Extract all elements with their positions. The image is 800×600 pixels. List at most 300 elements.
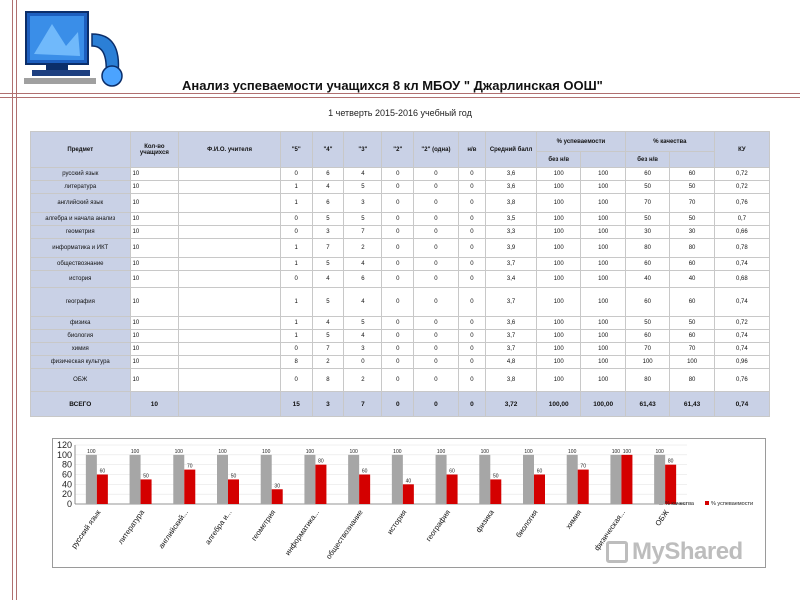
cell-s2: 100 [581, 168, 625, 181]
cell-g5: 1 [280, 330, 312, 343]
total-avg: 3,72 [486, 392, 537, 417]
x-tick-label: литература [116, 507, 147, 546]
bar-success [184, 470, 195, 504]
cell-avg: 3,7 [486, 343, 537, 356]
cell-g2: 0 [382, 226, 414, 239]
cell-subject: география [31, 288, 131, 317]
cell-subject: английский язык [31, 194, 131, 213]
header-teacher: Ф.И.О. учителя [179, 132, 281, 168]
header-quality-blank [670, 152, 714, 168]
cell-ku: 0,96 [714, 356, 769, 369]
cell-g5: 1 [280, 288, 312, 317]
data-label: 60 [449, 468, 455, 475]
cell-s2: 100 [581, 330, 625, 343]
cell-teacher [179, 181, 281, 194]
total-g2once: 0 [414, 392, 458, 417]
cell-g4: 4 [312, 181, 344, 194]
x-tick-label: геометрия [249, 507, 278, 543]
cell-count: 10 [130, 288, 179, 317]
data-label: 100 [393, 448, 402, 455]
y-tick-label: 60 [61, 469, 72, 480]
header-success: % успеваемости [536, 132, 625, 152]
cell-ku: 0,72 [714, 168, 769, 181]
cell-q2: 60 [670, 258, 714, 271]
x-tick-label: биология [513, 507, 540, 540]
cell-s1: 100 [536, 194, 580, 213]
cell-g5: 1 [280, 181, 312, 194]
cell-g4: 5 [312, 330, 344, 343]
x-tick-label: русский язык [69, 507, 103, 551]
cell-g5: 0 [280, 369, 312, 392]
cell-count: 10 [130, 213, 179, 226]
legend-swatch [705, 501, 709, 505]
bar-quality [523, 455, 534, 504]
cell-g3: 3 [344, 194, 382, 213]
cell-subject: обществознание [31, 258, 131, 271]
cell-teacher [179, 226, 281, 239]
header-nv: н/в [458, 132, 486, 168]
cell-g2once: 0 [414, 226, 458, 239]
cell-q1: 70 [625, 194, 669, 213]
cell-avg: 3,7 [486, 288, 537, 317]
page-title: Анализ успеваемости учащихся 8 кл МБОУ " Джарлинская ООШ" [182, 78, 603, 93]
y-tick-label: 0 [66, 499, 72, 509]
data-label: 100 [174, 448, 183, 455]
cell-g2: 0 [382, 288, 414, 317]
y-tick-label: 80 [61, 459, 72, 470]
cell-g3: 4 [344, 168, 382, 181]
cell-q1: 60 [625, 330, 669, 343]
cell-g5: 0 [280, 168, 312, 181]
cell-s2: 100 [581, 343, 625, 356]
data-label: 100 [655, 448, 664, 455]
total-g2: 0 [382, 392, 414, 417]
cell-nv: 0 [458, 181, 486, 194]
table-row [31, 288, 770, 317]
cell-q2: 100 [670, 356, 714, 369]
header-grade-5: "5" [280, 132, 312, 168]
cell-count: 10 [130, 181, 179, 194]
cell-s2: 100 [581, 369, 625, 392]
data-label: 30 [274, 483, 280, 490]
data-label: 100 [218, 448, 227, 455]
cell-q1: 30 [625, 226, 669, 239]
cell-nv: 0 [458, 213, 486, 226]
header-success-without-nv: без н/в [536, 152, 580, 168]
frame-line-left-2 [16, 0, 17, 600]
cell-g2: 0 [382, 317, 414, 330]
cell-q1: 40 [625, 271, 669, 288]
cell-avg: 3,3 [486, 226, 537, 239]
cell-q1: 60 [625, 258, 669, 271]
cell-count: 10 [130, 226, 179, 239]
y-tick-label: 40 [61, 479, 72, 490]
cell-s2: 100 [581, 288, 625, 317]
bar-quality [654, 455, 665, 504]
bar-quality [348, 455, 359, 504]
cell-g2: 0 [382, 343, 414, 356]
cell-avg: 3,7 [486, 330, 537, 343]
bar-success [272, 489, 283, 504]
bar-success [534, 475, 545, 505]
cell-nv: 0 [458, 317, 486, 330]
cell-s2: 100 [581, 239, 625, 258]
cell-q2: 60 [670, 330, 714, 343]
x-tick-label: обществознание [324, 507, 365, 561]
cell-avg: 3,7 [486, 258, 537, 271]
table-row [31, 181, 770, 194]
cell-avg: 3,8 [486, 194, 537, 213]
cell-teacher [179, 356, 281, 369]
total-teacher [179, 392, 281, 417]
bar-quality [130, 455, 141, 504]
cell-q1: 50 [625, 317, 669, 330]
cell-count: 10 [130, 258, 179, 271]
bar-success [97, 475, 108, 505]
data-label: 40 [405, 478, 412, 485]
header-count: Кол-во учащихся [130, 132, 179, 168]
cell-s2: 100 [581, 356, 625, 369]
cell-g2once: 0 [414, 369, 458, 392]
cell-q2: 60 [670, 168, 714, 181]
table-row [31, 168, 770, 181]
cell-nv: 0 [458, 239, 486, 258]
cell-teacher [179, 213, 281, 226]
cell-g2: 0 [382, 271, 414, 288]
total-g4: 3 [312, 392, 344, 417]
cell-nv: 0 [458, 343, 486, 356]
cell-count: 10 [130, 356, 179, 369]
cell-avg: 3,9 [486, 239, 537, 258]
cell-s2: 100 [581, 194, 625, 213]
data-label: 100 [349, 448, 358, 455]
x-tick-label: география [423, 507, 453, 543]
cell-g4: 8 [312, 369, 344, 392]
x-tick-label: физическая... [592, 507, 628, 553]
cell-nv: 0 [458, 226, 486, 239]
legend-label: % качества [665, 501, 694, 507]
header-success-blank [581, 152, 625, 168]
data-label: 100 [262, 448, 271, 455]
x-tick-label: физика [473, 507, 496, 535]
x-tick-label: английский... [156, 507, 190, 551]
cell-g2: 0 [382, 239, 414, 258]
cell-g3: 5 [344, 317, 382, 330]
cell-g2once: 0 [414, 356, 458, 369]
cell-ku: 0,68 [714, 271, 769, 288]
data-label: 100 [568, 448, 577, 455]
data-label: 70 [187, 463, 193, 470]
table-row [31, 317, 770, 330]
cell-g4: 5 [312, 288, 344, 317]
data-label: 80 [667, 458, 674, 465]
cell-ku: 0,78 [714, 239, 769, 258]
cell-g2once: 0 [414, 317, 458, 330]
total-g3: 7 [344, 392, 382, 417]
cell-q2: 30 [670, 226, 714, 239]
cell-nv: 0 [458, 258, 486, 271]
data-label: 50 [230, 473, 237, 480]
cell-g2once: 0 [414, 343, 458, 356]
cell-g2once: 0 [414, 213, 458, 226]
cell-s1: 100 [536, 369, 580, 392]
bar-quality [610, 455, 621, 504]
data-label: 100 [524, 448, 533, 455]
bar-quality [173, 455, 184, 504]
cell-s1: 100 [536, 343, 580, 356]
cell-nv: 0 [458, 356, 486, 369]
cell-g2: 0 [382, 356, 414, 369]
cell-ku: 0,76 [714, 369, 769, 392]
cell-nv: 0 [458, 369, 486, 392]
cell-teacher [179, 168, 281, 181]
bar-success [315, 465, 326, 504]
cell-avg: 3,8 [486, 369, 537, 392]
grades-table [30, 131, 770, 417]
cell-s1: 100 [536, 239, 580, 258]
cell-g4: 5 [312, 213, 344, 226]
total-subject: ВСЕГО [31, 392, 131, 417]
data-label: 60 [361, 468, 368, 475]
cell-subject: ОБЖ [31, 369, 131, 392]
cell-g2once: 0 [414, 168, 458, 181]
cell-nv: 0 [458, 330, 486, 343]
cell-g5: 0 [280, 343, 312, 356]
data-label: 60 [536, 468, 543, 475]
bar-quality [479, 455, 490, 504]
y-tick-label: 20 [61, 489, 72, 500]
data-label: 80 [318, 458, 324, 465]
cell-s1: 100 [536, 330, 580, 343]
cell-subject: литература [31, 181, 131, 194]
cell-g3: 7 [344, 226, 382, 239]
frame-line-top [0, 93, 800, 94]
cell-g4: 2 [312, 356, 344, 369]
cell-subject: история [31, 271, 131, 288]
cell-ku: 0,74 [714, 288, 769, 317]
watermark: MyShared [632, 538, 743, 565]
cell-q2: 70 [670, 343, 714, 356]
cell-nv: 0 [458, 271, 486, 288]
bar-quality [217, 455, 228, 504]
cell-g4: 7 [312, 239, 344, 258]
cell-g3: 5 [344, 213, 382, 226]
cell-subject: химия [31, 343, 131, 356]
cell-g2: 0 [382, 181, 414, 194]
cell-s1: 100 [536, 168, 580, 181]
cell-teacher [179, 317, 281, 330]
cell-q2: 50 [670, 181, 714, 194]
cell-teacher [179, 194, 281, 213]
cell-q2: 70 [670, 194, 714, 213]
cell-teacher [179, 271, 281, 288]
bar-success [665, 465, 676, 504]
cell-s2: 100 [581, 181, 625, 194]
table-row [31, 239, 770, 258]
data-label: 50 [143, 473, 149, 480]
cell-subject: информатика и ИКТ [31, 239, 131, 258]
bar-success [228, 479, 239, 504]
cell-q1: 100 [625, 356, 669, 369]
cell-g2: 0 [382, 213, 414, 226]
cell-q1: 80 [625, 239, 669, 258]
cell-s2: 100 [581, 271, 625, 288]
table-row [31, 343, 770, 356]
bar-quality [567, 455, 578, 504]
cell-nv: 0 [458, 288, 486, 317]
bar-success [621, 455, 632, 504]
header-grade-4: "4" [312, 132, 344, 168]
cell-g2: 0 [382, 258, 414, 271]
cell-subject: биология [31, 330, 131, 343]
cell-avg: 3,4 [486, 271, 537, 288]
cell-s1: 100 [536, 317, 580, 330]
table-row [31, 258, 770, 271]
cell-g3: 5 [344, 181, 382, 194]
data-label: 100 [436, 448, 446, 455]
cell-g4: 4 [312, 271, 344, 288]
total-quality-2: 61,43 [670, 392, 714, 417]
cell-nv: 0 [458, 194, 486, 213]
cell-g5: 1 [280, 194, 312, 213]
cell-s1: 100 [536, 356, 580, 369]
legend-swatch [659, 501, 663, 505]
grades-table-body [31, 168, 770, 392]
header-grade-3: "3" [344, 132, 382, 168]
header-quality: % качества [625, 132, 714, 152]
cell-g2once: 0 [414, 271, 458, 288]
cell-s2: 100 [581, 226, 625, 239]
bar-success [403, 484, 414, 504]
cell-q2: 40 [670, 271, 714, 288]
page-subtitle: 1 четверть 2015-2016 учебный год [328, 108, 472, 118]
cell-count: 10 [130, 271, 179, 288]
table-row [31, 194, 770, 213]
cell-g2: 0 [382, 369, 414, 392]
table-row [31, 271, 770, 288]
x-tick-label: информатика... [283, 507, 322, 557]
cell-g4: 7 [312, 343, 344, 356]
cell-q1: 50 [625, 213, 669, 226]
cell-ku: 0,76 [714, 194, 769, 213]
data-label: 100 [622, 448, 632, 455]
header-grade-2-once: "2" (одна) [414, 132, 458, 168]
cell-count: 10 [130, 317, 179, 330]
legend-label: % успеваемости [711, 501, 754, 507]
cell-g5: 1 [280, 258, 312, 271]
computer-logo-icon [22, 4, 132, 90]
cell-ku: 0,74 [714, 330, 769, 343]
cell-avg: 4,8 [486, 356, 537, 369]
cell-g4: 3 [312, 226, 344, 239]
cell-q1: 70 [625, 343, 669, 356]
bar-success [141, 479, 152, 504]
cell-g2once: 0 [414, 194, 458, 213]
cell-ku: 0,74 [714, 258, 769, 271]
cell-g2: 0 [382, 330, 414, 343]
bar-success [578, 470, 589, 504]
cell-q1: 60 [625, 168, 669, 181]
table-row [31, 369, 770, 392]
data-label: 60 [99, 468, 106, 475]
bar-success [359, 475, 370, 505]
cell-q1: 50 [625, 181, 669, 194]
cell-g2once: 0 [414, 288, 458, 317]
cell-avg: 3,6 [486, 181, 537, 194]
header-avg: Средний балл [486, 132, 537, 168]
cell-g2: 0 [382, 168, 414, 181]
table-row [31, 213, 770, 226]
x-tick-label: история [385, 507, 409, 536]
cell-g2once: 0 [414, 239, 458, 258]
cell-count: 10 [130, 369, 179, 392]
cell-ku: 0,74 [714, 343, 769, 356]
cell-g4: 6 [312, 194, 344, 213]
data-label: 100 [611, 448, 621, 455]
cell-s1: 100 [536, 288, 580, 317]
cell-g4: 4 [312, 317, 344, 330]
cell-s1: 100 [536, 226, 580, 239]
cell-q2: 50 [670, 317, 714, 330]
cell-g3: 4 [344, 330, 382, 343]
total-success-2: 100,00 [581, 392, 625, 417]
cell-teacher [179, 343, 281, 356]
bar-quality [436, 455, 447, 504]
data-label: 100 [87, 448, 96, 455]
cell-ku: 0,7 [714, 213, 769, 226]
cell-q2: 80 [670, 369, 714, 392]
cell-g5: 1 [280, 317, 312, 330]
cell-q2: 80 [670, 239, 714, 258]
x-tick-label: алгебра и... [203, 507, 234, 547]
cell-g2once: 0 [414, 181, 458, 194]
data-label: 100 [130, 448, 140, 455]
cell-subject: русский язык [31, 168, 131, 181]
bar-success [490, 479, 501, 504]
total-quality-1: 61,43 [625, 392, 669, 417]
cell-ku: 0,66 [714, 226, 769, 239]
cell-g5: 0 [280, 271, 312, 288]
cell-s2: 100 [581, 213, 625, 226]
table-row [31, 330, 770, 343]
cell-g2once: 0 [414, 330, 458, 343]
header-grade-2: "2" [382, 132, 414, 168]
cell-g3: 0 [344, 356, 382, 369]
bar-quality [86, 455, 97, 504]
cell-q2: 50 [670, 213, 714, 226]
cell-subject: геометрия [31, 226, 131, 239]
cell-count: 10 [130, 330, 179, 343]
table-row [31, 226, 770, 239]
data-label: 50 [493, 473, 499, 480]
cell-teacher [179, 330, 281, 343]
cell-teacher [179, 288, 281, 317]
y-tick-label: 100 [56, 449, 72, 460]
bar-success [447, 475, 458, 505]
frame-line-top-2 [0, 97, 800, 98]
cell-g2: 0 [382, 194, 414, 213]
cell-avg: 3,6 [486, 317, 537, 330]
cell-g5: 8 [280, 356, 312, 369]
header-ku: КУ [714, 132, 769, 168]
cell-count: 10 [130, 239, 179, 258]
cell-q1: 80 [625, 369, 669, 392]
total-nv: 0 [458, 392, 486, 417]
cell-g3: 4 [344, 288, 382, 317]
header-quality-without-nv: без н/в [625, 152, 669, 168]
cell-teacher [179, 369, 281, 392]
cell-g5: 0 [280, 226, 312, 239]
